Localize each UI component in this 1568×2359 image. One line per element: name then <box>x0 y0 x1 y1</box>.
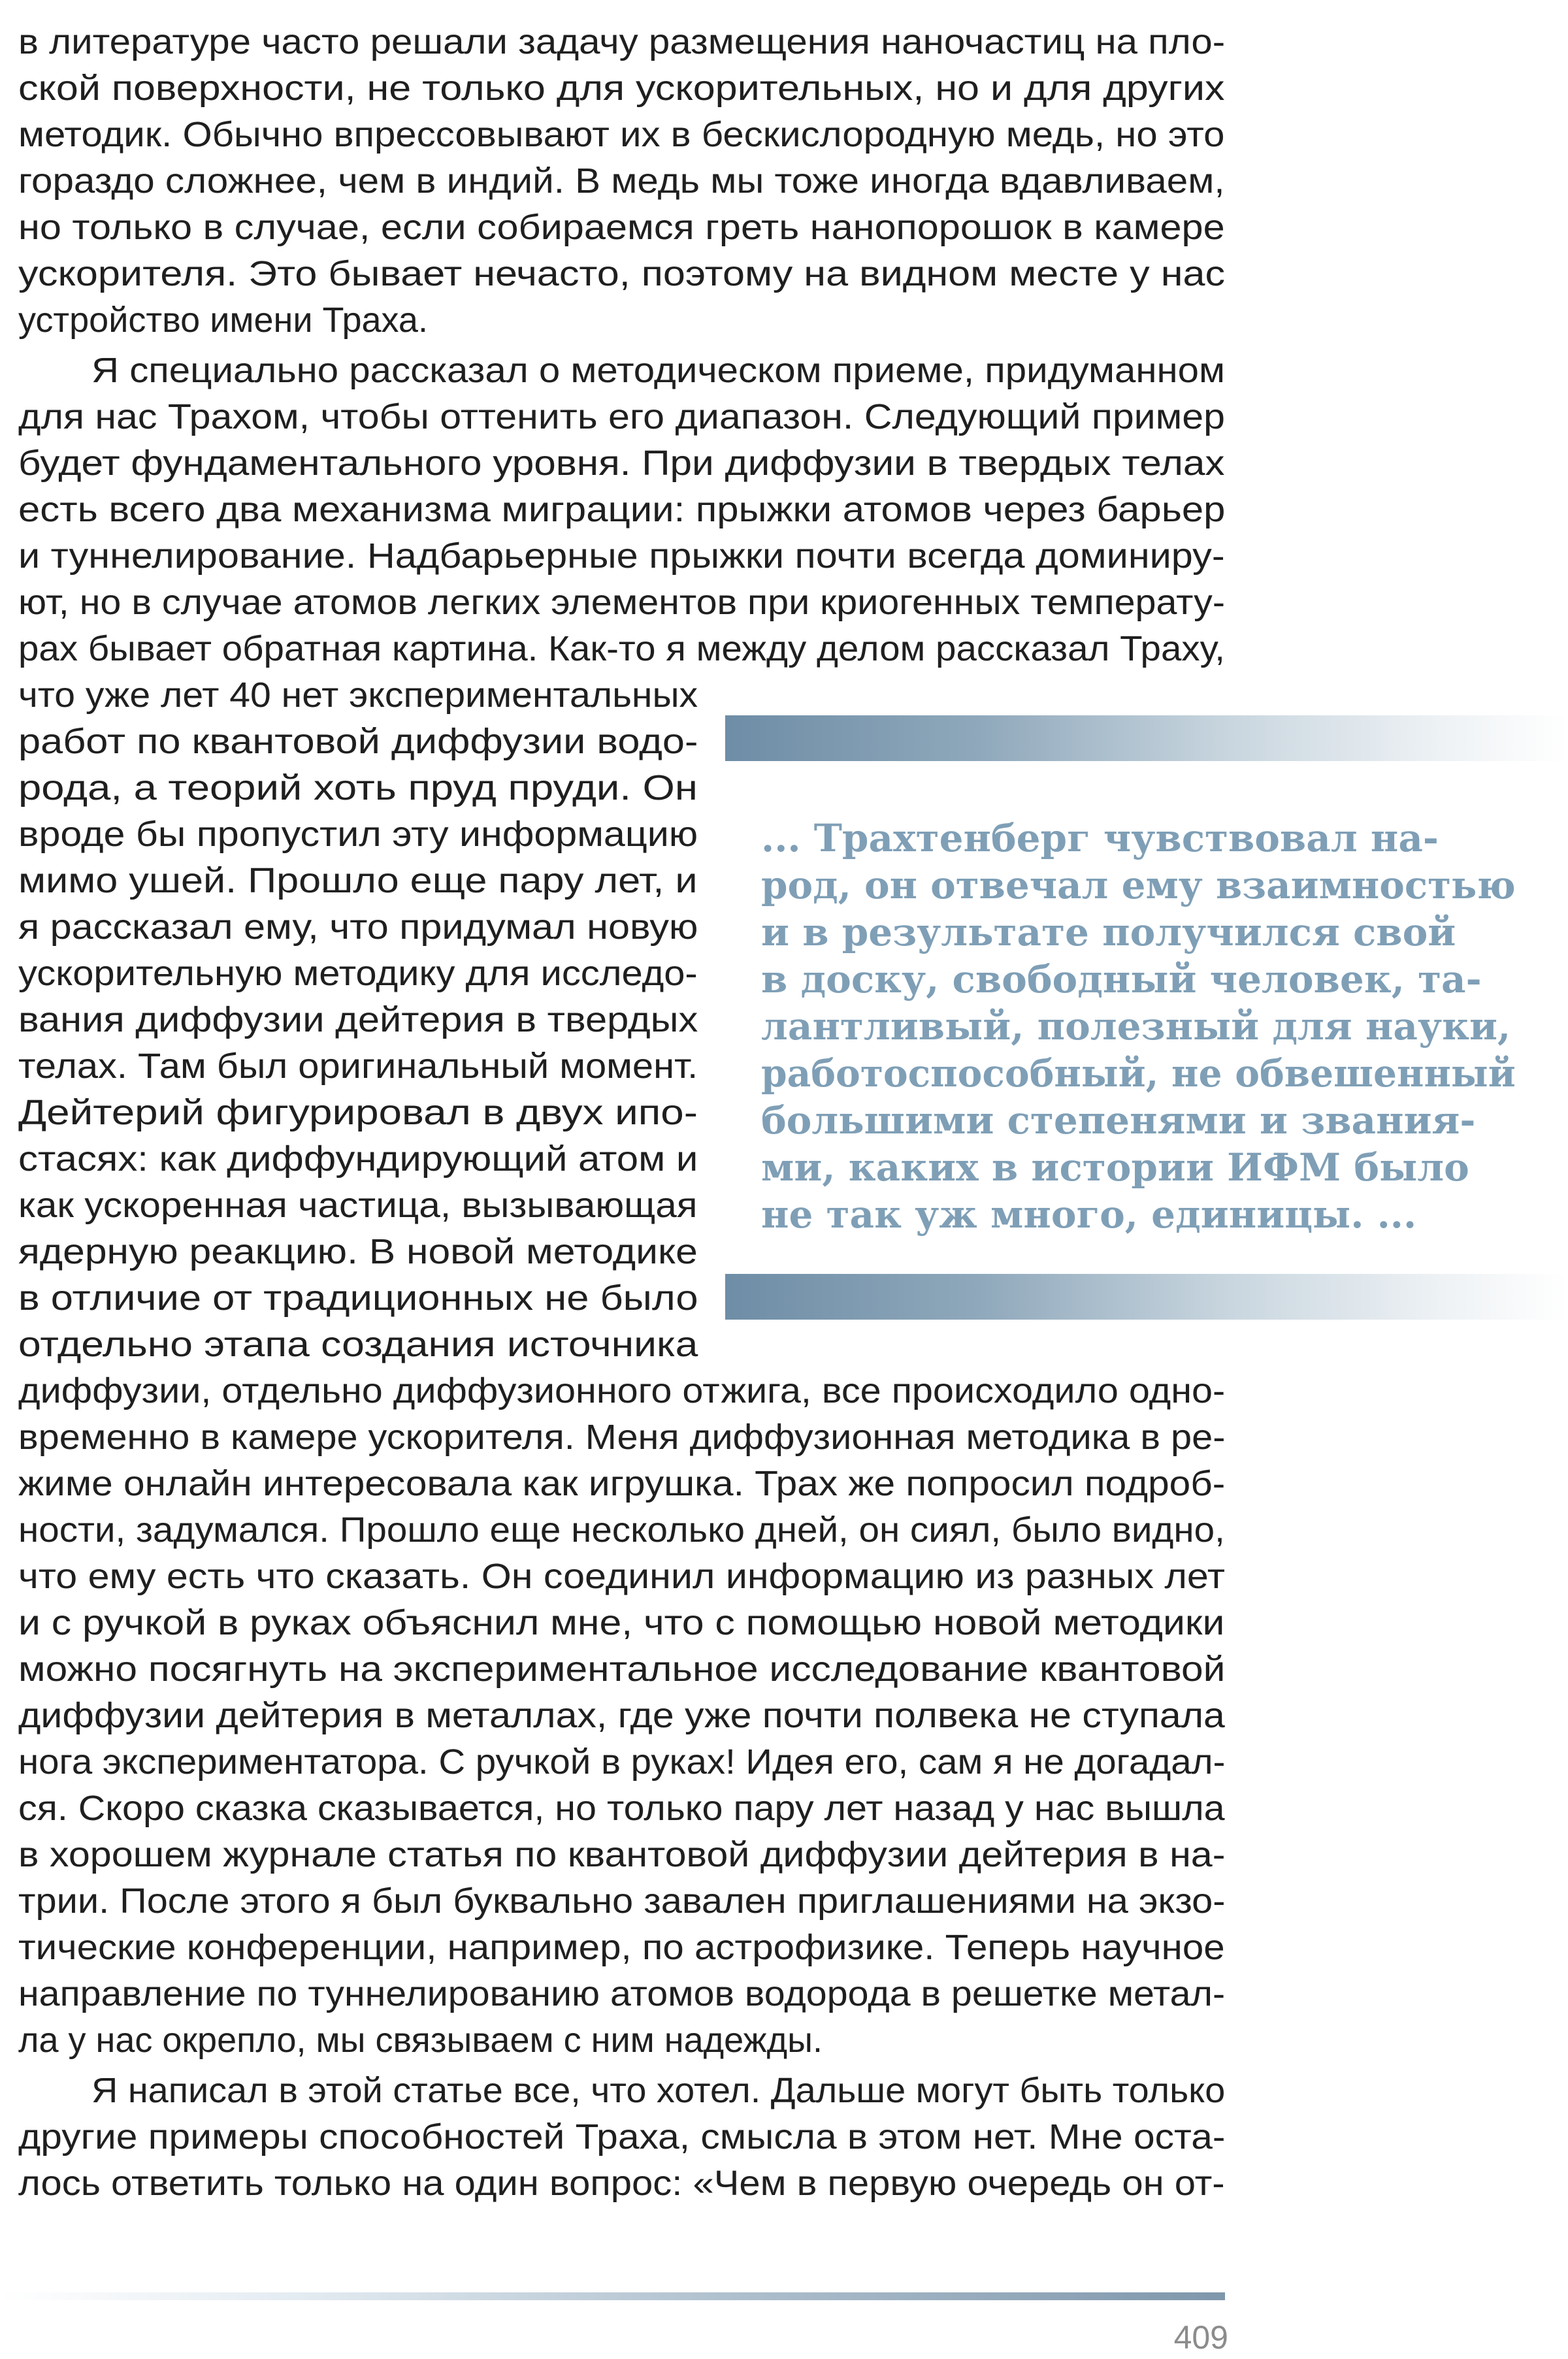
pull-quote-line: ми, каких в истории ИФМ было <box>761 1145 1469 1190</box>
body-line: есть всего два механизма миграции: прыжки атомов через барьер <box>18 490 1226 529</box>
body-line: для нас Трахом, чтобы оттенить его диапазон. Следующий пример <box>18 397 1226 436</box>
body-line: ла у нас окрепло, мы связываем с ним надежды. <box>18 2021 823 2060</box>
body-line: что ему есть что сказать. Он соединил информацию из разных лет <box>18 1557 1225 1596</box>
pull-quote-line: и в результате получился свой <box>761 910 1456 954</box>
column-line: вания диффузии дейтерия в твердых <box>18 1000 698 1039</box>
pull-quote-top-band <box>725 715 1568 761</box>
body-line: лось ответить только на один вопрос: «Чем в первую очередь он от- <box>18 2164 1225 2203</box>
pull-quote-bottom-band <box>725 1274 1568 1320</box>
body-line: направление по туннелированию атомов водорода в решетке метал- <box>18 1974 1226 2013</box>
body-line: ской поверхности, не только для ускорительных, но и для других <box>18 69 1225 108</box>
body-line: ют, но в случае атомов легких элементов при криогенных температу- <box>18 583 1225 622</box>
column-line: как ускоренная частица, вызывающая <box>18 1186 698 1225</box>
body-line: ности, задумался. Прошло еще несколько дней, он сиял, было видно, <box>18 1510 1225 1550</box>
paragraph-start-line: Я написал в этой статье все, что хотел. Дальше могут быть только <box>91 2071 1226 2110</box>
pull-quote-line: в доску, свободный человек, та- <box>761 957 1482 1001</box>
pull-quote-line: работоспособный, не обвешенный <box>761 1051 1516 1096</box>
pull-quote-line: лантливый, полезный для науки, <box>761 1004 1511 1049</box>
body-line: временно в камере ускорителя. Меня диффузионная методика в ре- <box>18 1418 1226 1457</box>
column-line: телах. Там был оригинальный момент. <box>18 1047 698 1086</box>
column-line: я рассказал ему, что придумал новую <box>18 907 698 947</box>
paragraph-start-line: Я специально рассказал о методическом приеме, придуманном <box>91 351 1226 390</box>
pull-quote-line: ... Трахтенберг чувствовал на- <box>761 816 1439 860</box>
body-line: трии. После этого я был буквально завален приглашениями на экзо- <box>18 1881 1226 1921</box>
body-line: но только в случае, если собираемся греть нанопорошок в камере <box>18 208 1225 247</box>
column-line: мимо ушей. Прошло еще пару лет, и <box>18 861 698 900</box>
body-line: диффузии, отдельно диффузионного отжига, все происходило одно- <box>18 1371 1226 1410</box>
column-line: рода, а теорий хоть пруд пруди. Он <box>18 768 698 807</box>
column-line: ядерную реакцию. В новой методике <box>18 1232 698 1271</box>
column-line: ускорительную методику для исследо- <box>18 954 698 993</box>
column-line: отдельно этапа создания источника <box>18 1325 698 1364</box>
column-line: вроде бы пропустил эту информацию <box>18 815 698 854</box>
body-line: ся. Скоро сказка сказывается, но только пару лет назад у нас вышла <box>18 1789 1225 1828</box>
body-line: в литературе часто решали задачу размещения наночастиц на пло- <box>18 22 1226 61</box>
body-line: и с ручкой в руках объяснил мне, что с помощью новой методики <box>18 1603 1225 1642</box>
body-line: гораздо сложнее, чем в индий. В медь мы тоже иногда вдавливаем, <box>18 161 1225 201</box>
footer-rule <box>0 2292 1225 2300</box>
body-line: и туннелирование. Надбарьерные прыжки почти всегда доминиру- <box>18 536 1225 576</box>
body-line: жиме онлайн интересовала как игрушка. Трах же попросил подроб- <box>18 1464 1226 1503</box>
body-line: рах бывает обратная картина. Как-то я между делом рассказал Траху, <box>18 629 1225 668</box>
body-line: в хорошем журнале статья по квантовой диффузии дейтерия в на- <box>18 1835 1226 1874</box>
body-line: нога экспериментатора. С ручкой в руках! Идея его, сам я не догадал- <box>18 1742 1226 1781</box>
column-line: в отличие от традиционных не было <box>18 1278 698 1318</box>
page-number: 409 <box>1173 2319 1228 2356</box>
body-line: устройство имени Траха. <box>18 301 428 340</box>
column-line: что уже лет 40 нет экспериментальных <box>18 675 698 715</box>
body-line: ускорителя. Это бывает нечасто, поэтому на видном месте у нас <box>18 254 1226 293</box>
body-line: другие примеры способностей Траха, смысла в этом нет. Мне оста- <box>18 2117 1226 2156</box>
body-line: диффузии дейтерия в металлах, где уже почти полвека не ступала <box>18 1696 1225 1735</box>
column-line: Дейтерий фигурировал в двух ипо- <box>18 1093 698 1132</box>
body-line: будет фундаментального уровня. При диффузии в твердых телах <box>18 444 1225 483</box>
pull-quote-line: не так уж много, единицы. ... <box>761 1192 1417 1237</box>
body-line: можно посягнуть на экспериментальное исследование квантовой <box>18 1650 1226 1689</box>
body-line: тические конференции, например, по астрофизике. Теперь научное <box>18 1928 1225 1967</box>
pull-quote-line: большими степенями и звания- <box>761 1098 1476 1143</box>
column-line: работ по квантовой диффузии водо- <box>18 722 698 761</box>
column-line: стасях: как диффундирующий атом и <box>18 1139 698 1179</box>
pull-quote-line: род, он отвечал ему взаимностью <box>761 863 1516 907</box>
body-line: методик. Обычно впрессовывают их в бескислородную медь, но это <box>18 115 1225 154</box>
